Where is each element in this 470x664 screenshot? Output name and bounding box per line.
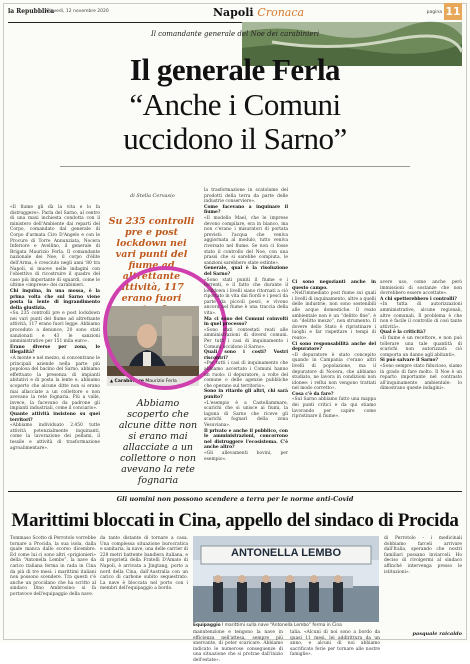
article-headline-line1: Il generale Ferla [129,52,341,87]
article2-column3: manutenzione e tengono la nave in efficienza nell'attesa, sempre più snervante, di poter scaricare. Abbiamo indicato le numerose conseguenze di una situazione che si protrae dall'inizio dell'estate». [193,630,283,663]
article2-headline: Marittimi bloccati in Cina, appello del sindaco di Procida [11,510,459,531]
article2-kicker: Gli uomini non possono scendere a terra per le norme anti-Covid [116,495,354,503]
page-label: pagina [426,10,442,15]
page-number: 11 [445,5,461,18]
question-3: Quante attività insistono su quei territori? [10,411,100,423]
article1-column2 [204,188,288,488]
ship-caption [193,623,379,628]
answer-4: «Il modello Mael, che le imprese devono compilare, era in bianco, ma non c'erano i misuratori di portata previsti: l'acqua che veniva aggiornata al modulo, tutto veniva riversato nel fiume. Se non ci fosse stato il controllo del Noe, con una prassi che si sarebbe compiuta, le sanzioni sarebbero state estinte». [204,215,288,266]
question-6: Ma ci sono dei Comuni coinvolti in quel processo? [204,316,288,328]
column4-text: avere uso, come anche però immissioni di sostanze che non dovrebbero essere accettate». [380,280,462,297]
article-kicker: Il comandante generale del Noe dei carabinieri [150,30,320,38]
question-7: Quali sono i costi? Vostri riscontri? [204,350,288,361]
question-12: Cosa c'è da fare? [292,391,334,397]
question-11: Ci sono responsabilità anche del depuratore? [292,341,376,353]
article2-column4: talia. «Alcuni di noi sono a bordo da quasi 11 mesi, lei addirittura da un anno, e alcuni di noi abbiamo sacrificato ferie per tornare alle nostre famiglie». [290,630,380,658]
article1-column3 [292,280,376,488]
answer-12: «Sul Sarno abbiamo fatto una mappa dei punti critici e da qui stiamo lavorando per capire come ripristinare il fiume». [292,397,376,420]
section-title [213,6,304,19]
ship-name: ANTONELLA LEMBO [231,547,341,559]
answer-11: «Il depuratore è stato concepito quando in Campania c'erano altri livelli di popolazione, ma il depuratore di Nocera, che abbiamo studiato, ne lavora in condizioni non idonee: i reflui non vengono trattati nel modo corretto». [292,352,376,392]
column2-text: la trasformazione in scatolame del prodotti della terra da parte delle industrie conserviere». [204,188,288,205]
question-4: Come facevano a inquinare il fiume? [204,204,288,216]
article-headline-line2: “Anche i Comuni [129,87,341,122]
author-signature: pasquale raicaldo [412,631,462,637]
caption-name: Maurizio Ferla [145,379,177,384]
question-9: Il privato e anche il pubblico, con le amministrazioni, concorrono nel distruggere l'ecosistema. C'è anche altro? [204,428,288,451]
question-2: Erano diverse per zona, le illegalità? [10,344,100,356]
answer-14: «Il fiume è un recettore, e non può tollerare una tale quantità di scarichi non autorizzati: ciò comporta un danno agli abitanti». [380,335,462,358]
answer-13: «In tutta di autorizzazioni amministrative, alcune regionali, altre comunali. Il problema è che non è facile il controllo di così tante attività». [380,302,462,330]
answer-10: «Nell'immediato post fiume sui quali i livelli di inquinamento, altre a quelli delle industrie, non sono sostenibili alle acque domestiche. Il reato ambientale non è un “delitto fine”, è un “delitto mezzo”, non strumento. Il dovere dello Stato è ripristinare i luoghi e far rispettare i tempi di reato». [292,291,376,341]
article2-column2: da tanto distante di tornare a casa. Una complessa situazione burocratica e sanitaria, la nave, una delle carrier di 228 metri battente bandiera italiana, e di proprietà della Fratelli D'Amato di Napoli, è arrivata a Jingtang, porto a nord della Cina, dall'Australia con un carico di carbone subito sequestrato. La nave è bloccata nel porto con i membri dell'equipaggio a bordo. [100,536,188,592]
ship-caption-text: I marittimi sulla nave “Antonella Lembo” ferma in Cina [222,623,342,628]
question-8: Sono in ritardo gli altri, chi sarà punito? [204,389,288,400]
question-15: Si può salvare il Sarno? [380,358,438,364]
answer-5: «Sono stati puniti il fiume e i torrenti, e il fatto che durante il lockdown i livelli siano ritornati a ciò riportato in vita dai fiordi e i pesci da parte da piccoli pesci, e vivono ancora nel fiume è una traccia della vita». [204,277,288,317]
answer-6: «Sono stati contestati reati alle amministrazioni di diversi comuni. Per tutti i casi di inquinamento i Comuni uccidono il Sarno». [204,327,288,350]
article2-column5: di Perrotolo - i medicinali dobbiamo farceli arrivare dall'Italia, sperando che nostri familiari possano inviarceli. Ho deciso di rivolgermi al sindaco affinché intervenga presso le istituzioni». [384,536,462,575]
ship-caption-label: Equipaggio [193,623,221,628]
caption-label: Carabiniere [114,379,144,384]
answer-9: «Gli allevamenti bovini, per esempio». [204,450,288,462]
answer-2: «A monte e nel mezzo, si concentrano le principali aziende nella parte più popolosa del bacino del Sarno, abbiamo effettuato la presenza di impianti abitativi e di posta la lente e, abbiamo scoperto che alcune ditte non si erano mai allacciate a un collettore o non avevano la rete fognaria. Più a valle, invece, la facevano da padrone gli impianti industriali, come il conciario». [10,356,100,412]
section-name: Cronaca [257,6,305,19]
question-14: Qual è la criticità? [380,330,426,336]
question-5: Generale, qual è la risoluzione del Sarno? [204,266,288,277]
pull-quote: Su 235 controlli pre e post lockdown nei vari punti del fiume ad altrettante attività, 117 erano fuori [108,216,195,304]
question-1: Chi inquina, in una mossa, è la prima volta che sul Sarno viene posta la lente di ingrandimento della giustizia. [10,288,100,311]
ship-photo [193,536,379,622]
issue-date: Giovedì, 12 novembre 2020 [46,9,109,14]
answer-3: «Abbiamo individuato 2.450 tutte attività potenzialmente inquinanti, come la lavorazione dei pellami, il tessile e attività di trasformazione agroalimentare». [10,423,100,451]
article1-column1 [10,205,100,490]
article1-column4 [380,280,462,488]
column1-text: «Il fiume gli dà la vita e lo fa distruggere». Parla del Sarno, al centro di una maxi inchiesta condotta con il ministero dell'Ambiente dai reparti del Corpo, comandato dal generale di Corpo d'armata Ciro D'Angelo e con le Procure di Torre Annunziata, Nocera Inferiore e Avellino, il generale di Brigata Maurizio Ferla. Il comandante nazionale dei Noe, il corpo d'élite dell'Arma, è cresciuto negli anni '80 tra Napoli, si muove nelle indagini con l'obiettivo di ricostruire il quadro del caso più importante di sguardi, come le ultime «imprese» dei carabinieri. [10,205,100,289]
article-headline-line3: uccidono il Sarno” [123,121,347,156]
headline-rule [60,166,410,167]
page-header [8,6,462,20]
article2-column1: Tommaso Scotto di Perrotolo vorrebbe tornare a Procida, la sua isola, dalla quale manca dallo scorso dicembre. Ed come lui ci sono altri «prigionieri» della “Antonella Lembo”, la nave da carico italiana ferma in rada in Cina da più di tre mesi: i marittimi italiani non possono scendere. Tra questi c'è anche un procidano che ha scritto al sindaco Dino Ambrosino: si fa portavoce dell'equipaggio della nave. [10,536,96,597]
answer-8: «L'esempio è a Castellammare, scarichi che si unisce ai fiumi, la laguna di Sarno che riceve gli scarichi fognari della zona Vesuviana». [204,400,288,428]
answer-1: «Su 235 controlli pre e post lockdown nei vari punti del fiume ad altrettante attività, 117 erano fuori legge. Abbiamo proceduto a denunce, 20 sono stati sanzionati e 43 le sanzioni amministrative per 151 mila euro». [10,311,100,345]
caption-bullet: ▲ [110,378,114,383]
answer-15: «Sono sempre stato fiducioso, siamo in grado di fare molto. Il Noe è un reparto importante nel contrasto all'inquinamento ambientale: lo dimostrano queste indagini». [380,363,462,392]
question-13: A chi spetterebbero i controlli? [380,296,457,302]
answer-7: «Per tutti i casi di inquinamento che abbiamo accertato i Comuni hanno un ruolo: il depuratore, a volte del comune o delle agenzie pubbliche che operano sul territorio». [204,361,288,389]
section-divider [8,491,462,492]
masthead-logo: la Repubblica [8,8,55,15]
pull-quote-2: Abbiamo scoperto che alcune ditte non si erano mai allacciate a un collettore o non avevano la rete fognaria [118,398,198,486]
byline: di Stella Cervasio [130,193,175,199]
section-city: Napoli [213,6,254,19]
question-10: Ci sono negozianti anche in questo campo. [292,280,376,291]
